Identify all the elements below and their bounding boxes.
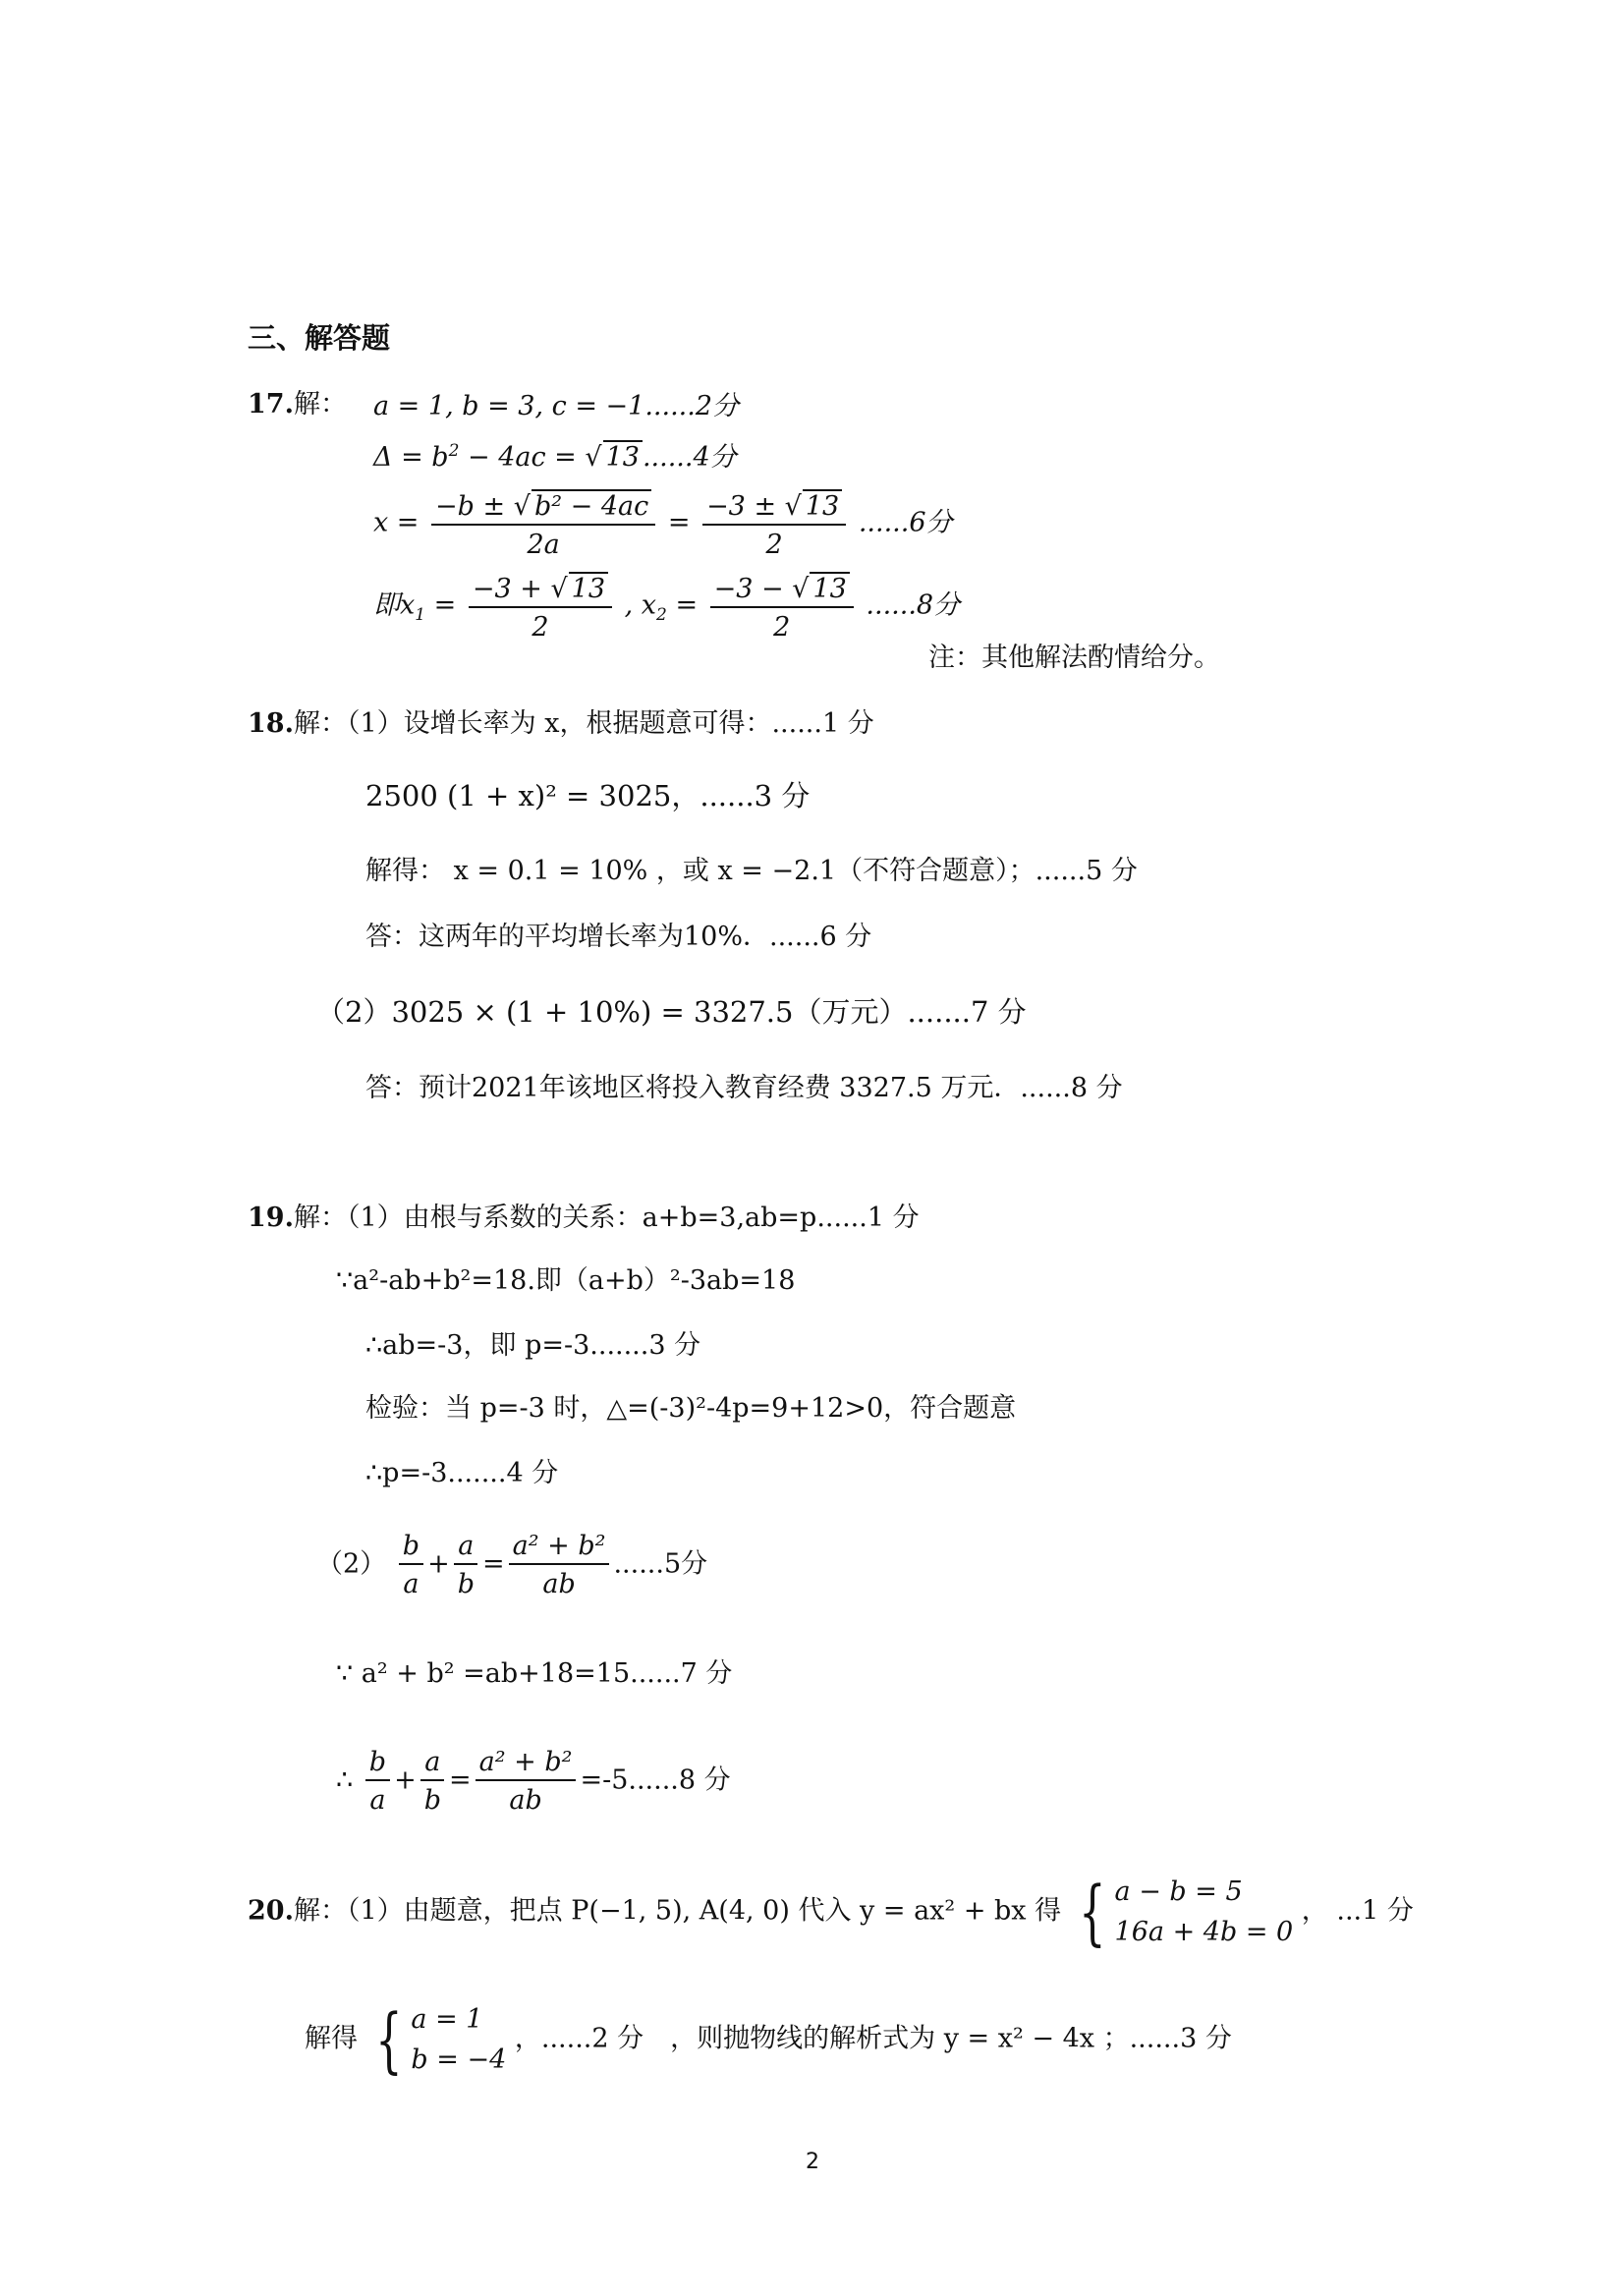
equation-system: { a − b = 5 16a + 4b = 0 (1078, 1871, 1294, 1953)
q17-line-1: a = 1, b = 3, c = −1......2分 (373, 391, 740, 421)
page-number: 2 (806, 2150, 819, 2174)
fraction: $\frac{b}{a}$ (399, 1533, 423, 1597)
fraction: $\frac{\text{a² + b²}}{ab}$ (476, 1749, 577, 1814)
q18-line-3: 解得： x = 0.1 = 10% ，或 x = −2.1（不符合题意）；......5 分 (365, 856, 1138, 886)
q19-line-1: 解：（1）由根与系数的关系：a+b=3,ab=p......1 分 (293, 1203, 920, 1233)
solution-label: 解： (293, 389, 347, 420)
fraction: $\frac{a}{b}$ (454, 1533, 478, 1597)
fraction: $\frac{-3 + √ 13}{2}$ (469, 572, 612, 641)
q18-line-4: 答：这两年的平均增长率为10%．......6 分 (365, 922, 872, 952)
q18-line-2: 2500 (1 + x)² = 3025，......3 分 (365, 779, 811, 812)
fraction: $\frac{a}{b}$ (420, 1749, 445, 1814)
q19-line-6: （2） $\frac{b}{a}$ + $\frac{a}{b}$ = $\frac{\text{a² + b²}}{ab}$ ......5分 (316, 1531, 708, 1599)
fraction: $\frac{\text{−b ± √ b² − 4ac}}{2a}$ (431, 489, 655, 558)
q20-line-2: 解得 (305, 2023, 358, 2054)
q19-line-8: ∴ $\frac{b}{a}$ + $\frac{a}{b}$ = $\frac{\text{a² + b²}}{ab}$ =-5......8 分 (336, 1747, 731, 1816)
fraction: $\frac{-3 - √ 13}{2}$ (710, 572, 854, 641)
q18-line-1: 解：（1）设增长率为 x，根据题意可得：......1 分 (293, 708, 874, 739)
q20-line-1: 解：（1）由题意，把点 P(−1, 5), A(4, 0) 代入 y = ax² + bx 得 (293, 1895, 1062, 1927)
question-number: 18. (248, 708, 294, 739)
q19-line-4: 检验：当 p=-3 时，△=(-3)²-4p=9+12>0，符合题意 (365, 1393, 1017, 1424)
q19-line-2: ∵a²-ab+b²=18.即（a+b）²-3ab=18 (336, 1265, 796, 1296)
q19-line-5: ∴p=-3.......4 分 (365, 1458, 559, 1488)
q17-line-2: $\Delta = b^2 - 4ac$ = √ 13 ......4分 (373, 441, 737, 473)
q19-line-7: ∵ a² + b² =ab+18=15......7 分 (336, 1658, 733, 1689)
question-number: 17. (248, 389, 294, 420)
q17-line-3: x = $\frac{\text{−b ± √ b² − 4ac}}{2a}$ = $\frac{-3 \pm √ 13}{2}$ ......6分 (373, 491, 953, 560)
fraction: $\frac{b}{a}$ (365, 1749, 390, 1814)
question-number: 20. (248, 1895, 294, 1927)
q17-note: 注：其他解法酌情给分。 (928, 643, 1220, 673)
question-number: 19. (248, 1203, 294, 1233)
fraction: $\frac{-3 \pm √ 13}{2}$ (702, 489, 846, 558)
section-title: 三、解答题 (248, 321, 391, 355)
solution-system: { a = 1 b = −4 (374, 1998, 507, 2081)
q19-line-3: ∴ab=-3，即 p=-3.......3 分 (365, 1330, 701, 1361)
q18-line-6: 答：预计2021年该地区将投入教育经费 3327.5 万元．......8 分 (365, 1073, 1123, 1103)
fraction: $\frac{\text{a² + b²}}{ab}$ (509, 1533, 610, 1597)
q17-line-4: 即$x_1$ = $\frac{-3 + √ 13}{2}$ , $x_2$ = $\frac{-3 - √ 13}{2}$ ......8分 (373, 574, 961, 643)
q18-line-5: （2）3025 × (1 + 10%) = 3327.5（万元）.......7 分 (316, 995, 1027, 1029)
